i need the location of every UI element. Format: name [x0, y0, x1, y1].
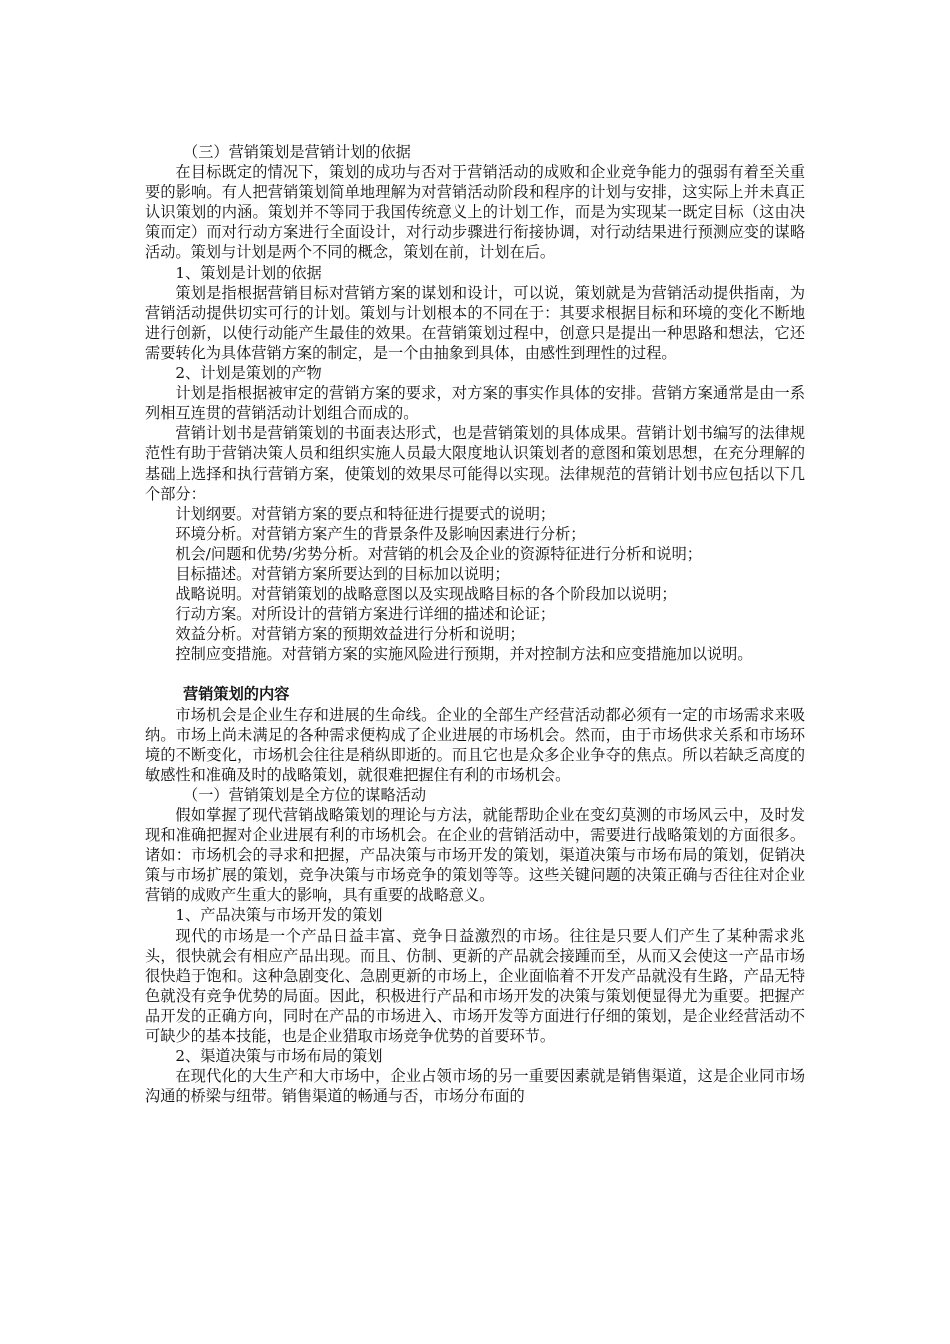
section-heading: 营销策划的内容 [183, 685, 290, 704]
body-paragraph: 在现代化的大生产和大市场中，企业占领市场的另一重要因素就是销售渠道，这是企业同市场沟通的桥梁与纽带。销售渠道的畅通与否，市场分布面的 [145, 1067, 805, 1106]
list-item: 行动方案。对所设计的营销方案进行详细的描述和论证； [175, 605, 556, 624]
list-item: 目标描述。对营销方案所要达到的目标加以说明； [175, 564, 510, 583]
section-subheading: （一）营销策划是全方位的谋略活动 [183, 785, 426, 804]
body-paragraph: 市场机会是企业生存和进展的生命线。企业的全部生产经营活动都必须有一定的市场需求来吸纳。市场上尚未满足的各种需求便构成了企业进展的市场机会。然而，由于市场供求关系和市场环境的不断变化，市场机会往往是稍纵即逝的。而且它也是众多企业争夺的焦点。所以若缺乏高度的敏感性和准确及时的战略策划，就很难把握住有利的市场机会。 [145, 705, 805, 784]
list-item: 效益分析。对营销方案的预期效益进行分析和说明； [175, 625, 525, 644]
sub-heading: 2、计划是策划的产物 [175, 364, 322, 383]
sub-heading: 2、渠道决策与市场布局的策划 [175, 1047, 383, 1066]
sub-heading: 1、策划是计划的依据 [175, 263, 322, 282]
section-subheading: （三）营销策划是营销计划的依据 [183, 143, 411, 161]
list-item: 机会/问题和优势/劣势分析。对营销的机会及企业的资源特征进行分析和说明； [175, 544, 702, 563]
body-paragraph: 计划是指根据被审定的营销方案的要求，对方案的事实作具体的安排。营销方案通常是由一系列相互连贯的营销活动计划组合而成的。 [145, 384, 805, 423]
list-item: 战略说明。对营销策划的战略意图以及实现战略目标的各个阶段加以说明； [175, 585, 677, 604]
list-item: 计划纲要。对营销方案的要点和特征进行提要式的说明； [175, 504, 556, 523]
sub-heading: 1、产品决策与市场开发的策划 [175, 906, 383, 925]
list-item: 环境分析。对营销方案产生的背景条件及影响因素进行分析； [175, 524, 586, 543]
document-page [145, 142, 805, 1106]
body-paragraph: 在目标既定的情况下，策划的成功与否对于营销活动的成败和企业竞争能力的强弱有着至关重要的影响。有人把营销策划简单地理解为对营销活动阶段和程序的计划与安排，这实际上并未真正认识策划的内涵。策划并不等同于我国传统意义上的计划工作，而是为实现某一既定目标（这由决策而定）而对行动方案进行全面设计，对行动步骤进行衔接协调，对行动结果进行预测应变的谋略活动。策划与计划是两个不同的概念，策划在前，计划在后。 [145, 163, 805, 262]
body-paragraph: 策划是指根据营销目标对营销方案的谋划和设计，可以说，策划就是为营销活动提供指南，为营销活动提供切实可行的计划。策划与计划根本的不同在于：其要求根据目标和环境的变化不断地进行创新，以使行动能产生最佳的效果。在营销策划过程中，创意只是提出一种思路和想法，它还需要转化为具体营销方案的制定，是一个由抽象到具体，由感性到理性的过程。 [145, 283, 805, 362]
body-paragraph: 假如掌握了现代营销战略策划的理论与方法，就能帮助企业在变幻莫测的市场风云中，及时发现和准确把握对企业进展有利的市场机会。在企业的营销活动中，需要进行战略策划的方面很多。诸如：市场机会的寻求和把握，产品决策与市场开发的策划，渠道决策与市场布局的策划，促销决策与市场扩展的策划，竞争决策与市场竞争的策划等等。这些关键问题的决策正确与否往往对企业营销的成败产生重大的影响，具有重要的战略意义。 [145, 806, 805, 905]
list-item: 控制应变措施。对营销方案的实施风险进行预期，并对控制方法和应变措施加以说明。 [175, 645, 753, 664]
body-paragraph: 营销计划书是营销策划的书面表达形式，也是营销策划的具体成果。营销计划书编写的法律规范性有助于营销决策人员和组织实施人员最大限度地认识策划者的意图和策划思想，在充分理解的基础上选择和执行营销方案，使策划的效果尽可能得以实现。法律规范的营销计划书应包括以下几个部分： [145, 424, 805, 503]
body-paragraph: 现代的市场是一个产品日益丰富、竞争日益激烈的市场。往往是只要人们产生了某种需求兆头，很快就会有相应产品出现。而且、仿制、更新的产品就会接踵而至，从而又会使这一产品市场很快趋于饱和。这种急剧变化、急剧更新的市场上，企业面临着不开发产品就没有生路，产品无特色就没有竞争优势的局面。因此，积极进行产品和市场开发的决策与策划便显得尤为重要。把握产品开发的正确方向，同时在产品的市场进入、市场开发等方面进行仔细的策划，是企业经营活动不可缺少的基本技能，也是企业猎取市场竞争优势的首要环节。 [145, 926, 805, 1046]
